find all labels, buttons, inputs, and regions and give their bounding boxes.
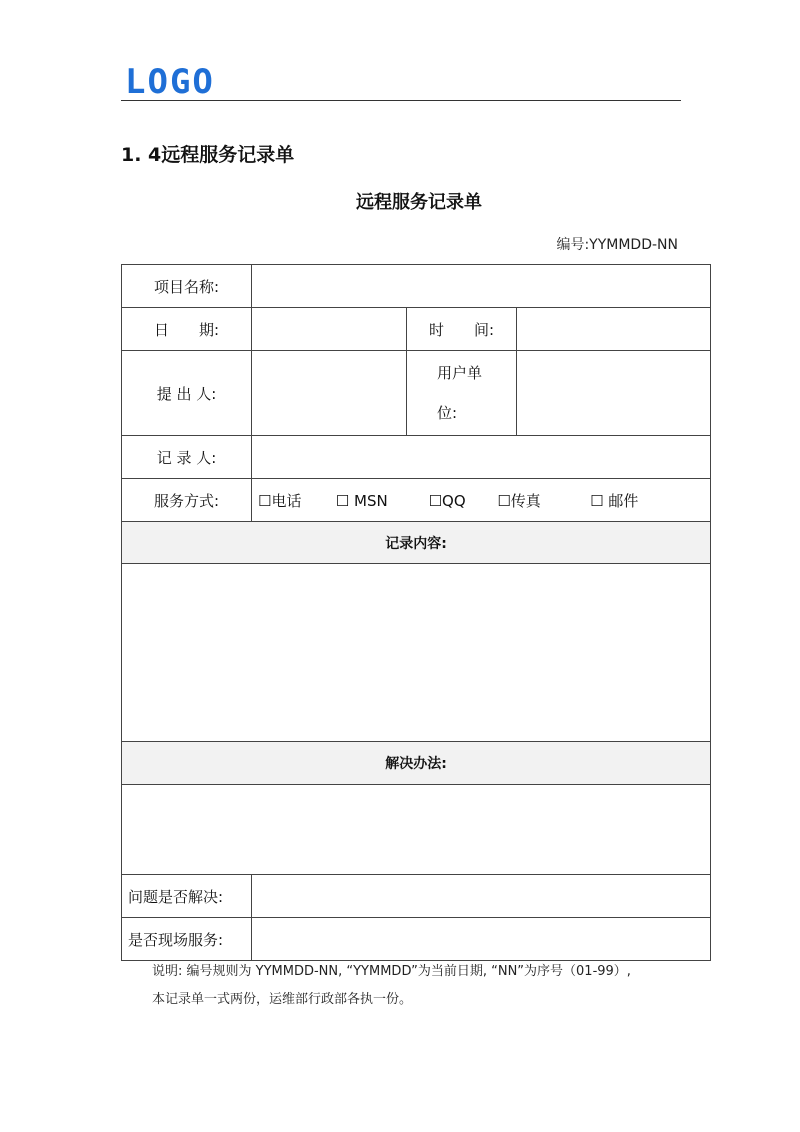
row-date-time xyxy=(122,308,711,351)
user-unit-field[interactable] xyxy=(517,351,711,436)
solution-heading: 解决办法: xyxy=(122,742,711,785)
user-unit-label xyxy=(407,351,517,436)
row-service-method xyxy=(122,479,711,522)
row-solution-header xyxy=(122,742,711,785)
record-content-heading: 记录内容: xyxy=(122,522,711,564)
company-logo: LOGO xyxy=(125,62,215,102)
form-title: 远程服务记录单 xyxy=(356,192,482,213)
row-onsite xyxy=(122,918,711,961)
project-name-field[interactable] xyxy=(252,265,711,308)
option-phone-checkbox[interactable]: ☐电话 xyxy=(258,491,302,510)
recorder-field[interactable] xyxy=(252,436,711,479)
recorder-label: 记 录 人: xyxy=(122,436,252,479)
serial-number: 编号:YYMMDD-NN xyxy=(556,237,678,253)
note-line-1: 说明: 编号规则为 YYMMDD-NN, “YYMMDD”为当前日期, “NN”为序号（01-99）, xyxy=(152,964,631,979)
option-msn-checkbox[interactable]: ☐ MSN xyxy=(335,491,388,510)
resolved-label: 问题是否解决: xyxy=(122,875,252,918)
record-content-field[interactable] xyxy=(122,564,711,742)
time-field[interactable] xyxy=(517,308,711,351)
requester-field[interactable] xyxy=(252,351,407,436)
note-line-2: 本记录单一式两份，运维部行政部各执一份。 xyxy=(152,992,413,1007)
onsite-label: 是否现场服务: xyxy=(122,918,252,961)
time-label: 时 间: xyxy=(407,308,517,351)
row-requester xyxy=(122,351,711,436)
row-record-content xyxy=(122,564,711,742)
solution-field[interactable] xyxy=(122,785,711,875)
resolved-field[interactable] xyxy=(252,875,711,918)
project-name-label: 项目名称: xyxy=(122,265,252,308)
row-resolved xyxy=(122,875,711,918)
service-method-label: 服务方式: xyxy=(122,479,252,522)
user-unit-label-line1: 用户单 xyxy=(437,364,483,382)
date-field[interactable] xyxy=(252,308,407,351)
onsite-field[interactable] xyxy=(252,918,711,961)
option-qq-checkbox[interactable]: ☐QQ xyxy=(428,491,466,510)
option-email-checkbox[interactable]: ☐ 邮件 xyxy=(590,491,639,510)
header-divider xyxy=(121,100,681,101)
row-record-content-header xyxy=(122,522,711,564)
section-title: 1. 4远程服务记录单 xyxy=(121,144,295,166)
row-recorder xyxy=(122,436,711,479)
row-project-name xyxy=(122,265,711,308)
service-record-form xyxy=(121,264,711,961)
option-fax-checkbox[interactable]: ☐传真 xyxy=(497,491,541,510)
requester-label: 提 出 人: xyxy=(122,351,252,436)
date-label: 日 期: xyxy=(122,308,252,351)
service-method-options xyxy=(252,479,711,522)
form-note xyxy=(152,958,631,1014)
user-unit-label-line2: 位: xyxy=(437,404,458,422)
row-solution xyxy=(122,785,711,875)
